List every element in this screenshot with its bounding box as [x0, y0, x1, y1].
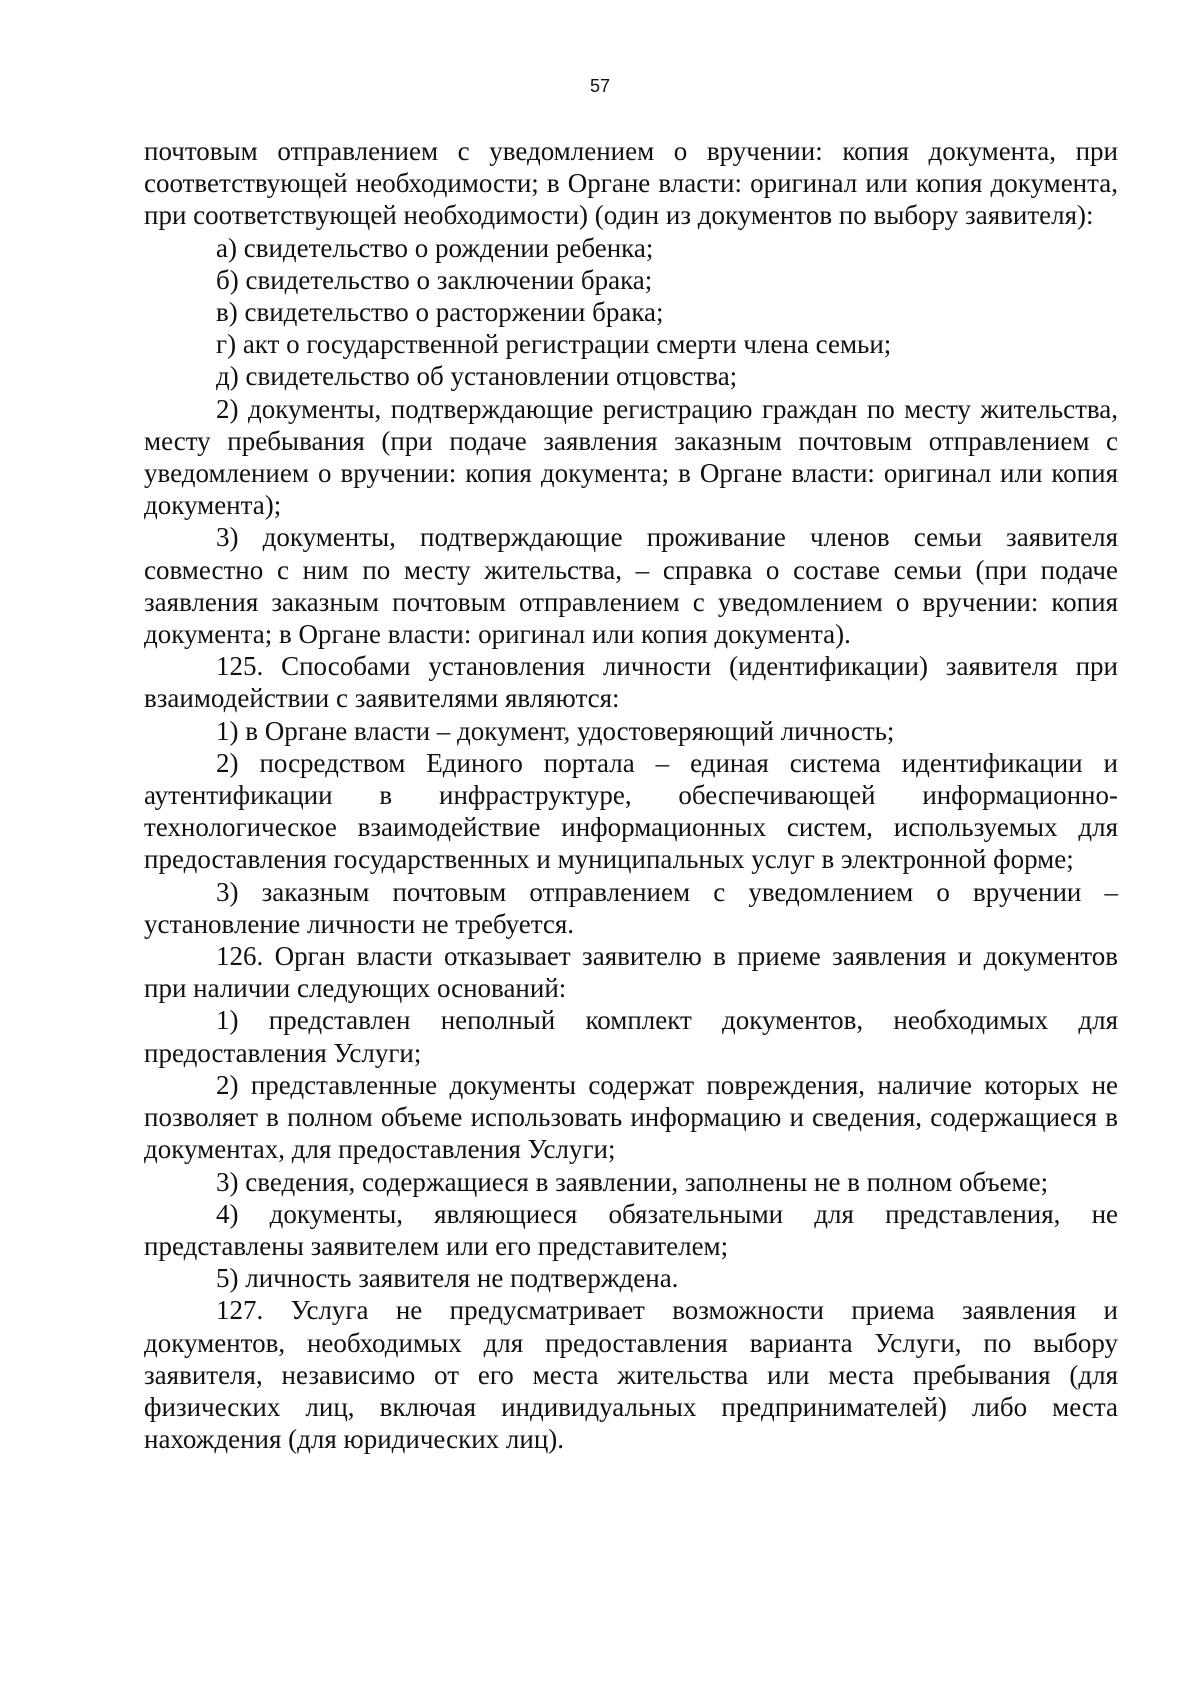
document-body: [144, 135, 1118, 1455]
clause-126-item-5: 5) личность заявителя не подтверждена.: [216, 1263, 679, 1294]
clause-125-item-3: 3) заказным почтовым отправлением с уведомлением о вручении – установление личности не требуется.: [144, 876, 1118, 939]
clause-125-item-2: 2) посредством Единого портала – единая система идентификации и аутентификации в инфраструктуре, обеспечивающей информационно-технологическое взаимодействие информационных систем, используемых для предоставления государственных и муниципальных услуг в электронной форме;: [144, 747, 1118, 875]
clause-126-item-2: 2) представленные документы содержат повреждения, наличие которых не позволяет в полном объеме использовать информацию и сведения, содержащиеся в документах, для предоставления Услуги;: [144, 1069, 1118, 1165]
list-item-3: 3) документы, подтверждающие проживание членов семьи заявителя совместно с ним по месту жительства, – справка о составе семьи (при подаче заявления заказным почтовым отправлением с уведомлением о вручении: копия документа; в Органе власти: оригинал или копия документа).: [144, 522, 1118, 650]
clause-126-item-4: 4) документы, являющиеся обязательными для представления, не представлены заявителем или его представителем;: [144, 1198, 1118, 1261]
clause-125-item-1: 1) в Органе власти – документ, удостоверяющий личность;: [216, 715, 895, 746]
list-item-b: б) свидетельство о заключении брака;: [216, 264, 653, 295]
clause-126: 126. Орган власти отказывает заявителю в приеме заявления и документов при наличии следующих оснований:: [144, 941, 1118, 1004]
clause-127: 127. Услуга не предусматривает возможности приема заявления и документов, необходимых для предоставления варианта Услуги, по выбору заявителя, независимо от его места жительства или места пребывания (для физических лиц, включая индивидуальных предпринимателей) либо места нахождения (для юридических лиц).: [144, 1295, 1118, 1455]
list-item-2: 2) документы, подтверждающие регистрацию граждан по месту жительства, месту пребывания (при подаче заявления заказным почтовым отправлением с уведомлением о вручении: копия документа; в Органе власти: оригинал или копия документа);: [144, 393, 1118, 521]
paragraph-continuation: почтовым отправлением с уведомлением о вручении: копия документа, при соответствующей необходимости; в Органе власти: оригинал или копия документа, при соответствующей необходимости) (один из документов по выбору заявителя):: [144, 136, 1118, 231]
list-item-a: а) свидетельство о рождении ребенка;: [216, 232, 654, 263]
clause-126-item-1: 1) представлен неполный комплект документов, необходимых для предоставления Услуги;: [144, 1005, 1118, 1068]
clause-125: 125. Способами установления личности (идентификации) заявителя при взаимодействии с заявителями являются:: [144, 651, 1118, 714]
list-item-v: в) свидетельство о расторжении брака;: [216, 297, 664, 328]
page-number: 57: [589, 76, 611, 96]
clause-126-item-3: 3) сведения, содержащиеся в заявлении, заполнены не в полном объеме;: [216, 1166, 1049, 1197]
list-item-g: г) акт о государственной регистрации смерти члена семьи;: [216, 329, 892, 360]
list-item-d: д) свидетельство об установлении отцовства;: [216, 361, 738, 392]
